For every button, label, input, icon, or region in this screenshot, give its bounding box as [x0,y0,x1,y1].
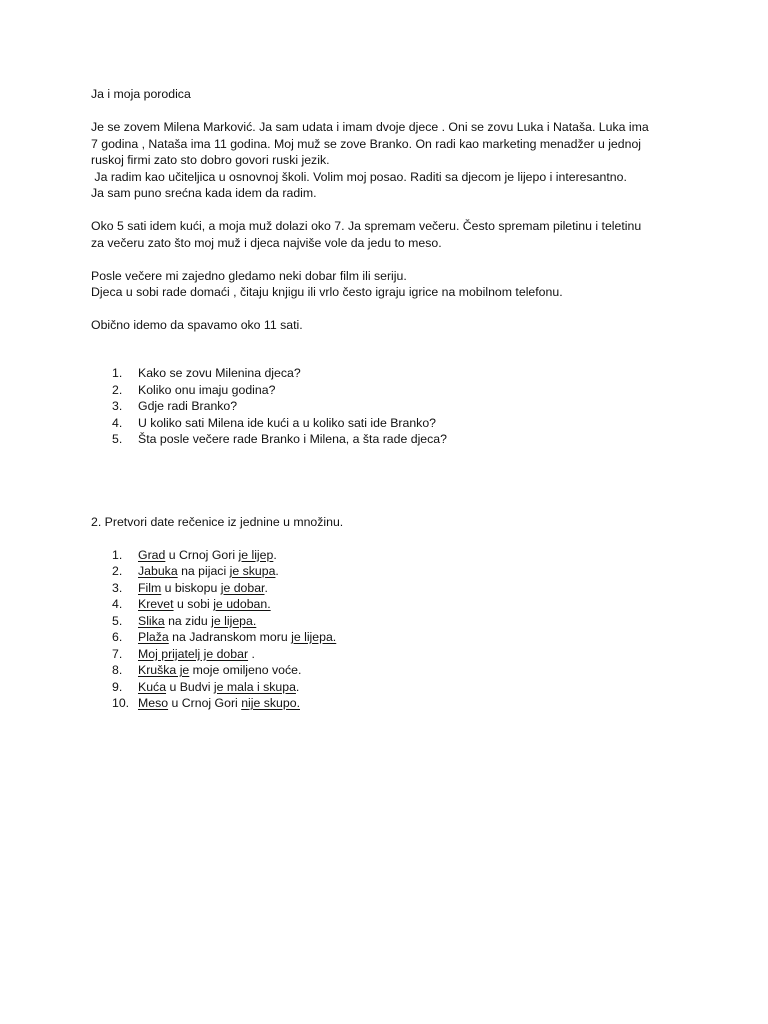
item-number: 4. [112,597,123,611]
exercise-title: 2. Pretvori date rečenice iz jednine u množinu. [91,514,344,529]
text-line: Djeca u sobi rade domaći , čitaju knjigu ili vrlo često igraju igrice na mobilnom telefonu. [91,285,563,299]
text-line: Ja sam puno srećna kada idem da radim. [91,186,317,200]
list-item [91,431,691,448]
text-segment: u Crnoj Gori [168,696,242,710]
item-number: 1. [112,366,123,380]
list-item [91,415,691,432]
text-segment: . [264,580,268,595]
underlined-segment: Meso [138,696,169,710]
underlined-segment: je udoban. [213,597,271,611]
text-line: za večeru zato što moj muž i djeca najviše vole da jedu to meso. [91,235,442,250]
question-text: U koliko sati Milena ide kući a u koliko sati ide Branko? [138,415,437,430]
item-number: 2. [112,564,123,578]
underlined-segment: Krevet [138,597,174,611]
text-segment: u Budvi [166,679,214,694]
question-text: Gdje radi Branko? [138,399,238,413]
text-segment: na pijaci [177,564,230,578]
spacer [91,448,691,514]
paragraph-evening [91,218,691,251]
list-item [91,365,691,382]
underlined-segment: Moj prijatelj je dobar [138,646,249,661]
item-number: 4. [112,415,123,430]
sentence-item [91,662,691,679]
sentence-text [138,679,299,696]
sentence-text [138,580,268,597]
text-segment: . [248,646,255,661]
sentence-item [91,613,691,630]
item-number: 7. [112,646,123,661]
item-number: 6. [112,630,123,644]
item-number: 9. [112,679,123,694]
underlined-segment: je lijepa. [291,630,337,644]
item-number: 5. [112,613,123,628]
text-line: Posle večere mi zajedno gledamo neki dobar film ili seriju. [91,268,407,283]
text-line: 7 godina , Nataša ima 11 godina. Moj muž se zove Branko. On radi kao marketing menadžer u jednoj [91,136,642,151]
paragraph-family [91,119,691,202]
text-segment: u sobi [173,597,214,611]
story-text [91,119,691,334]
underlined-segment: Slika [138,613,165,628]
sentence-text [138,563,279,580]
underlined-segment: Grad [138,547,166,562]
sentence-item [91,695,691,712]
text-line: Ja radim kao učiteljica u osnovnoj školi. Volim moj posao. Raditi sa djecom je lijepo i interesantno. [91,169,627,184]
sentence-item [91,580,691,597]
text-line: Obično idemo da spavamo oko 11 sati. [91,318,303,332]
underlined-segment: Jabuka [138,564,178,578]
underlined-segment: je mala i skupa [213,679,296,694]
item-number: 5. [112,432,123,446]
text-segment: na zidu [164,613,212,628]
underlined-segment: je lijep [238,547,274,562]
underlined-segment: Plaža [138,630,169,644]
text-line: Je se zovem Milena Marković. Ja sam udata i imam dvoje djece . Oni se zovu Luka i Nataša. Luka ima [91,120,649,134]
text-segment: . [295,679,300,694]
text-segment: . [275,564,279,578]
sentence-text [138,613,256,630]
list-item [91,382,691,399]
underlined-segment: Kuća [138,679,167,694]
paragraph-sleep [91,317,691,334]
sentence-text [138,695,300,712]
sentence-item [91,547,691,564]
item-number: 10. [112,696,130,710]
underlined-segment: je dobar [220,580,265,595]
question-text: Šta posle večere rade Branko i Milena, a šta rade djeca? [138,432,447,446]
text-segment: moje omiljeno voće. [189,663,302,677]
sentence-text [138,662,301,679]
paragraph-after-dinner [91,268,691,301]
document-body [91,86,691,712]
item-number: 1. [112,547,123,562]
item-number: 2. [112,382,123,397]
text-segment: u biskopu [161,580,221,595]
underlined-segment: Film [138,580,162,595]
item-number: 8. [112,663,123,677]
text-segment: . [273,547,277,562]
sentences-list [91,547,691,712]
question-text: Koliko onu imaju godina? [138,382,276,397]
sentence-text [138,547,277,564]
spacer [91,350,691,365]
text-segment: na Jadranskom moru [168,630,292,644]
item-number: 3. [112,399,123,413]
sentence-text [138,629,336,646]
sentence-item [91,563,691,580]
document-title: Ja i moja porodica [91,87,191,101]
sentence-text [138,646,255,663]
item-number: 3. [112,580,123,595]
text-line: ruskoj firmi zato sto dobro govori ruski jezik. [91,153,330,167]
question-text: Kako se zovu Milenina djeca? [138,366,301,380]
list-item [91,398,691,415]
underlined-segment: nije skupo. [241,696,300,710]
sentence-item [91,596,691,613]
text-line: Oko 5 sati idem kući, a moja muž dolazi oko 7. Ja spremam večeru. Često spremam piletinu i teletinu [91,219,642,233]
underlined-segment: je skupa [229,564,276,578]
underlined-segment: je lijepa. [211,613,257,628]
text-segment: u Crnoj Gori [165,547,239,562]
sentence-item [91,679,691,696]
sentence-item [91,629,691,646]
sentence-text [138,596,271,613]
underlined-segment: Kruška je [138,663,190,677]
questions-list [91,365,691,448]
sentence-item [91,646,691,663]
